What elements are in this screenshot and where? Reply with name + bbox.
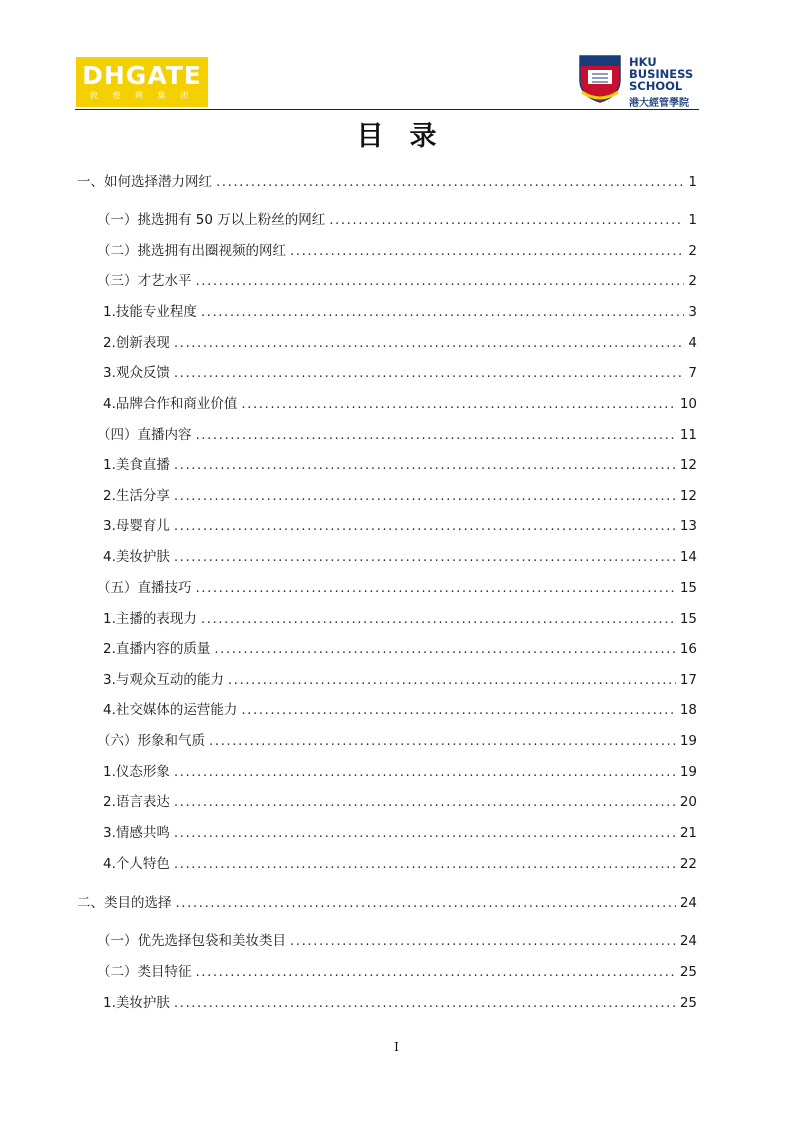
toc-entry-label: （三）才艺水平 <box>97 273 192 289</box>
toc-entry[interactable] <box>103 821 697 841</box>
toc-entry-label: 2.创新表现 <box>103 335 170 351</box>
toc-entry[interactable] <box>97 576 697 596</box>
toc-entry[interactable] <box>103 698 697 718</box>
toc-entry[interactable] <box>97 239 697 259</box>
toc-entry[interactable] <box>103 760 697 780</box>
hku-logo-chinese: 港大經管學院 <box>629 98 689 109</box>
toc-entry[interactable] <box>103 668 697 688</box>
toc-entry[interactable] <box>103 484 697 504</box>
toc-entry-page: 3 <box>688 304 697 320</box>
toc-entry-page: 12 <box>679 457 697 473</box>
toc-entry-page: 2 <box>688 273 697 289</box>
toc-entry-label: （一）挑选拥有 50 万以上粉丝的网红 <box>97 212 326 228</box>
toc-entry[interactable] <box>103 361 697 381</box>
toc-entry[interactable] <box>103 852 697 872</box>
toc-entry[interactable] <box>103 453 697 473</box>
hku-logo-text <box>629 56 693 92</box>
toc-entry[interactable] <box>97 960 697 980</box>
toc-entry-label: 4.社交媒体的运营能力 <box>103 702 238 718</box>
toc-dot-leader <box>196 427 676 443</box>
toc-dot-leader <box>201 611 676 627</box>
dhgate-logo <box>76 57 208 107</box>
toc-entry[interactable] <box>97 929 697 949</box>
toc-entry-page: 13 <box>679 518 697 534</box>
toc-entry-page: 24 <box>679 933 697 949</box>
toc-entry-page: 12 <box>679 488 697 504</box>
toc-entry[interactable] <box>103 991 697 1011</box>
toc-entry-page: 24 <box>679 895 697 911</box>
toc-entry-label: 4.美妆护肤 <box>103 549 170 565</box>
toc-entry-label: 2.直播内容的质量 <box>103 641 211 657</box>
toc-entry[interactable] <box>97 729 697 749</box>
toc-entry[interactable] <box>103 331 697 351</box>
hku-logo-line3: SCHOOL <box>629 79 683 93</box>
toc-entry-label: （四）直播内容 <box>97 427 192 443</box>
toc-entry-label: （五）直播技巧 <box>97 580 192 596</box>
toc-entry-label: 1.技能专业程度 <box>103 304 197 320</box>
toc-dot-leader <box>216 174 684 190</box>
toc-dot-leader <box>174 856 676 872</box>
toc-dot-leader <box>201 304 685 320</box>
toc-entry-label: 1.仪态形象 <box>103 764 170 780</box>
toc-entry[interactable] <box>97 269 697 289</box>
toc-dot-leader <box>174 488 676 504</box>
toc-entry-page: 15 <box>679 580 697 596</box>
toc-entry[interactable] <box>77 170 697 190</box>
toc-dot-leader <box>241 396 675 412</box>
toc-entry-page: 10 <box>679 396 697 412</box>
toc-entry-label: 一、如何选择潜力网红 <box>77 174 212 190</box>
toc-entry-label: （二）挑选拥有出圈视频的网红 <box>97 243 286 259</box>
hku-logo-line1: HKU <box>629 55 657 69</box>
toc-entry-page: 22 <box>679 856 697 872</box>
toc-entry[interactable] <box>103 514 697 534</box>
toc-dot-leader <box>290 933 676 949</box>
toc-entry-label: 1.美食直播 <box>103 457 170 473</box>
dhgate-logo-text: DHGATE <box>82 61 202 90</box>
toc-entry[interactable] <box>77 891 697 911</box>
toc-entry[interactable] <box>103 790 697 810</box>
toc-entry-page: 19 <box>679 764 697 780</box>
toc-entry-label: 4.个人特色 <box>103 856 170 872</box>
toc-dot-leader <box>174 335 685 351</box>
page-number: I <box>394 1040 399 1054</box>
toc-entry-label: 1.美妆护肤 <box>103 995 170 1011</box>
toc-entry-page: 15 <box>679 611 697 627</box>
toc-dot-leader <box>196 273 685 289</box>
toc-entry-page: 18 <box>679 702 697 718</box>
toc-dot-leader <box>241 702 675 718</box>
toc-entry-page: 21 <box>679 825 697 841</box>
toc-entry-label: 3.情感共鸣 <box>103 825 170 841</box>
toc-entry-page: 20 <box>679 794 697 810</box>
toc-entry[interactable] <box>103 637 697 657</box>
toc-entry-label: 3.与观众互动的能力 <box>103 672 224 688</box>
hku-logo-line2: BUSINESS <box>629 67 694 81</box>
header-divider <box>75 109 699 110</box>
toc-entry-label: （二）类目特征 <box>97 964 192 980</box>
page-title: 目录 <box>356 121 463 152</box>
toc-entry-label: 1.主播的表现力 <box>103 611 197 627</box>
toc-entry[interactable] <box>97 208 697 228</box>
toc-entry[interactable] <box>103 545 697 565</box>
toc-dot-leader <box>214 641 675 657</box>
toc-entry-label: （一）优先选择包袋和美妆类目 <box>97 933 286 949</box>
toc-entry-page: 17 <box>679 672 697 688</box>
toc-dot-leader <box>174 794 676 810</box>
toc-entry-page: 7 <box>688 365 697 381</box>
toc-entry[interactable] <box>103 300 697 320</box>
toc-entry-page: 1 <box>688 212 697 228</box>
toc-entry-page: 11 <box>679 427 697 443</box>
toc-dot-leader <box>196 580 676 596</box>
toc-entry-label: 3.观众反馈 <box>103 365 170 381</box>
toc-dot-leader <box>174 549 676 565</box>
toc-dot-leader <box>209 733 676 749</box>
toc-entry-label: （六）形象和气质 <box>97 733 205 749</box>
toc-dot-leader <box>174 457 676 473</box>
toc-dot-leader <box>176 895 676 911</box>
toc-entry-page: 14 <box>679 549 697 565</box>
toc-entry-page: 2 <box>688 243 697 259</box>
hku-crest-icon <box>578 54 622 104</box>
toc-dot-leader <box>228 672 676 688</box>
toc-entry-label: 2.语言表达 <box>103 794 170 810</box>
toc-dot-leader <box>174 518 676 534</box>
toc-entry-label: 2.生活分享 <box>103 488 170 504</box>
toc-dot-leader <box>196 964 676 980</box>
toc-entry-label: 3.母婴育儿 <box>103 518 170 534</box>
toc-dot-leader <box>290 243 684 259</box>
toc-entry[interactable] <box>103 607 697 627</box>
toc-entry-label: 二、类目的选择 <box>77 895 172 911</box>
toc-dot-leader <box>329 212 684 228</box>
dhgate-logo-subtitle: 敦 煌 网 集 团 <box>89 91 195 100</box>
toc-dot-leader <box>174 764 676 780</box>
toc-dot-leader <box>174 365 685 381</box>
toc-entry-page: 19 <box>679 733 697 749</box>
toc-entry-page: 16 <box>679 641 697 657</box>
toc-entry[interactable] <box>103 392 697 412</box>
toc-dot-leader <box>174 995 676 1011</box>
toc-entry-page: 25 <box>679 995 697 1011</box>
toc-dot-leader <box>174 825 676 841</box>
toc-entry-page: 25 <box>679 964 697 980</box>
toc-entry-page: 4 <box>688 335 697 351</box>
toc-entry-page: 1 <box>688 174 697 190</box>
toc-entry[interactable] <box>97 423 697 443</box>
toc-entry-label: 4.品牌合作和商业价值 <box>103 396 238 412</box>
